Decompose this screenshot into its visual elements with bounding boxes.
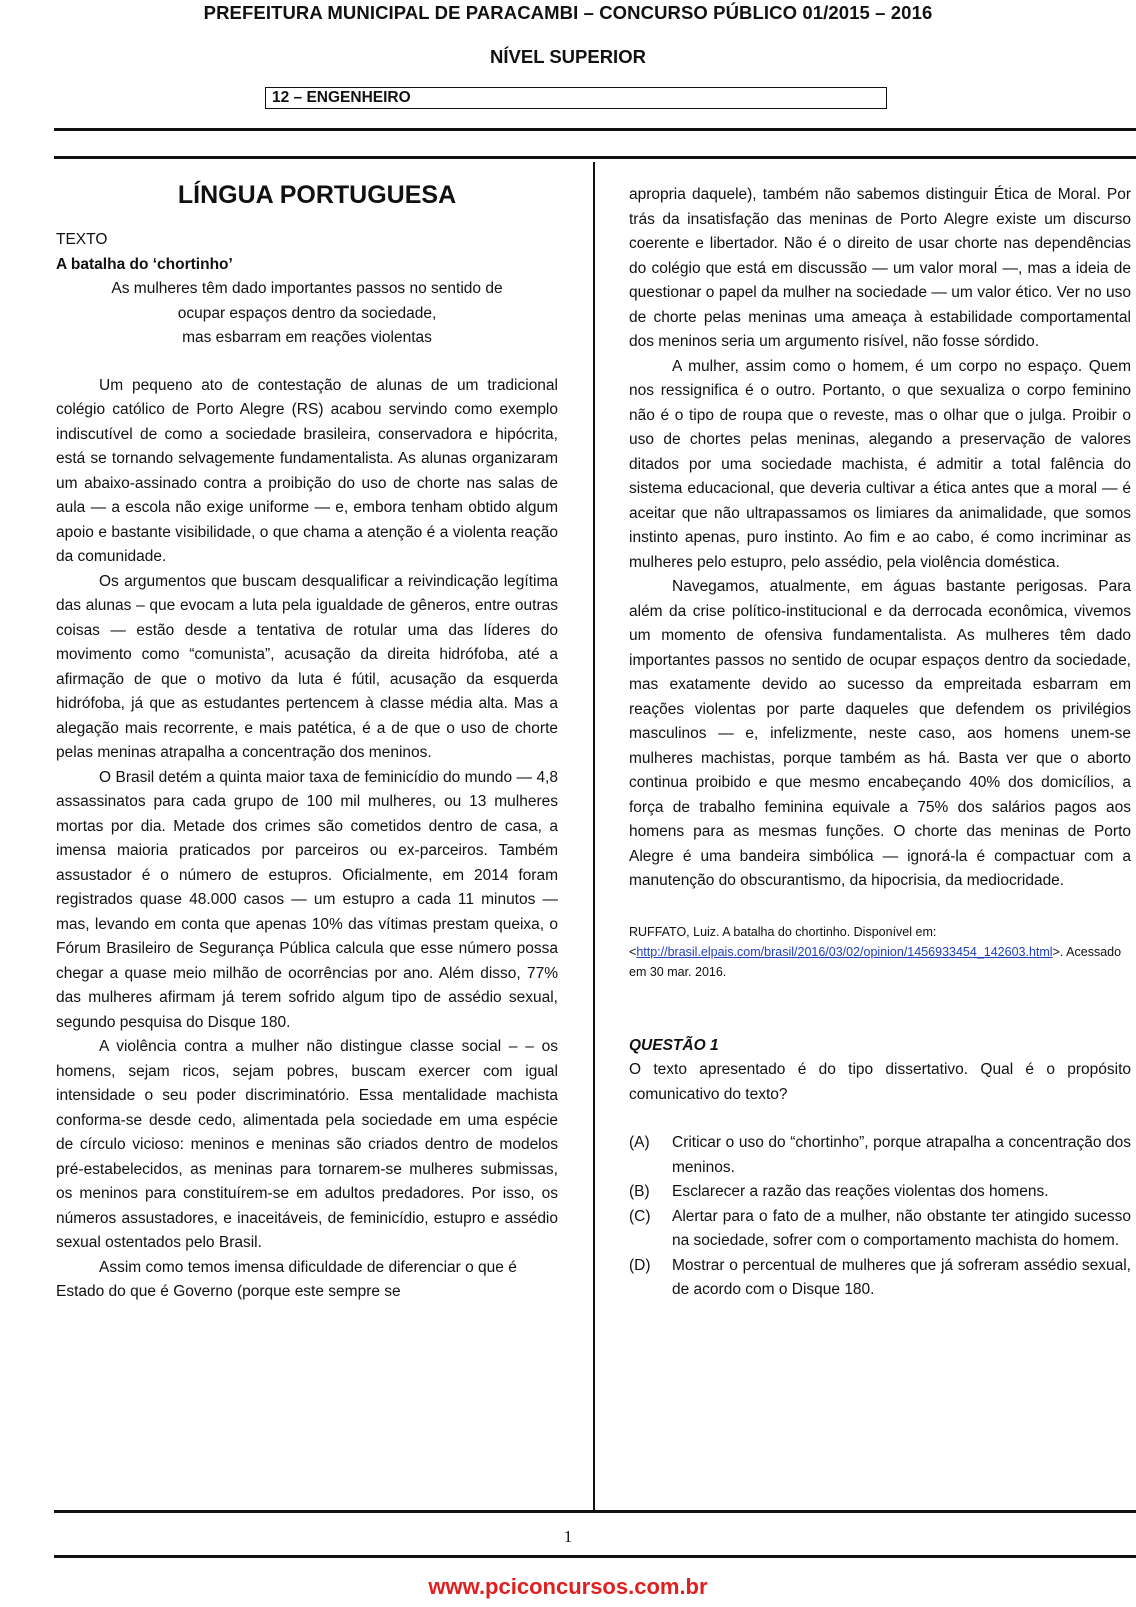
article-paragraph: Navegamos, atualmente, em águas bastante perigosas. Para além da crise político-institucional e da derrocada econômica, vivemos um momento de ofensiva fundamentalista. As mulheres têm dado importantes passos no sentido de ocupar espaços dentro da sociedade, mas exatamente devido ao sucesso da empreitada esbarram em reações violentas por parte daqueles que defendem os privilégios masculinos — e, infelizmente, neste caso, aos homens unem-se mulheres machistas, porque também as há. Basta ver que o aborto continua proibido e que mesmo encabeçando 40% dos domicílios, a força de trabalho feminina equivale a 75% dos salários pagos aos homens para as mesmas funções. O chorte das meninas de Porto Alegre é uma bandeira simbólica — ignorá-la é compactuar com a manutenção do obscurantismo, da hipocrisia, da mediocridade. xyxy=(629,578,1131,889)
subtitle-line: ocupar espaços dentro da sociedade, xyxy=(177,304,437,322)
job-title-box: 12 – ENGENHEIRO xyxy=(265,87,887,109)
section-title: LÍNGUA PORTUGUESA xyxy=(177,181,457,209)
option-text: Alertar para o fato de a mulher, não obstante ter atingido sucesso na sociedade, sofrer com o comportamento machista do homem. xyxy=(672,1207,1131,1249)
article-source xyxy=(629,922,1131,982)
answer-option-c[interactable] xyxy=(629,1205,1131,1254)
answer-options xyxy=(629,1131,1131,1303)
article-paragraph: Assim como temos imensa dificuldade de diferenciar o que é Estado do que é Governo (porque este sempre se xyxy=(56,1258,517,1300)
source-link[interactable]: http://brasil.elpais.com/brasil/2016/03/02/opinion/1456933454_142603.html xyxy=(636,944,1053,959)
exam-level: NÍVEL SUPERIOR xyxy=(490,46,646,67)
option-letter: (D) xyxy=(629,1256,651,1274)
option-text: Esclarecer a razão das reações violentas dos homens. xyxy=(672,1183,1049,1200)
left-column xyxy=(56,180,558,1305)
header-rule-top xyxy=(54,128,1136,131)
question-stem: O texto apresentado é do tipo dissertativo. Qual é o propósito comunicativo do texto? xyxy=(629,1061,1131,1103)
article-paragraph: A violência contra a mulher não distingue classe social – – os homens, sejam ricos, sejam pobres, buscam exercer com igual intensidade o seu poder discriminatório. Essa mentalidade machista conforma-se desde cedo, alimentada pela sociedade em uma espécie de círculo vicioso: meninos e meninas são criados dentro de modelos pré-estabelecidos, as meninas para tornarem-se mulheres submissas, os meninos para constituírem-se em adultos predadores. Por isso, os números assustadores, e inaceitáveis, de feminicídio, estupro e assédio sexual ostentados pelo Brasil. xyxy=(56,1038,558,1251)
answer-option-d[interactable] xyxy=(629,1254,1131,1303)
footer-rule-top xyxy=(54,1510,1136,1513)
header-rule-bottom xyxy=(54,156,1136,159)
source-link-line xyxy=(629,942,1131,982)
subtitle-line: As mulheres têm dado importantes passos no sentido de xyxy=(111,280,503,297)
option-letter: (C) xyxy=(629,1207,651,1225)
article-paragraph: Os argumentos que buscam desqualificar a reivindicação legítima das alunas – que evocam a luta pela igualdade de gêneros, entre outras coisas — estão desde a tentativa de rotular uma das líderes do movimento como “comunista”, acusação da direita hidrófoba, até a afirmação de que o motivo da luta é fútil, acusação da esquerda hidrófoba, já que as estudantes pertencem à classe média alta. Mas a alegação mais recorrente, e mais patética, é a de que o uso de chorte pelas meninas atrapalha a concentração dos meninos. xyxy=(56,572,558,761)
article-paragraph: A mulher, assim como o homem, é um corpo no espaço. Quem nos ressignifica é o outro. Portanto, o que sexualiza o corpo feminino não é o tipo de roupa que o reveste, mas o olhar que o julga. Proibir o uso de chortes pelas meninas, alegando a preservação de valores ditados por uma sociedade machista, é admitir a total falência do sistema educacional, que deveria cultivar a ética antes que a moral — é aceitar que não ultrapassamos os limiares da animalidade, que somos instinto apenas, puro instinto. Ao fim e ao cabo, é como incriminar as mulheres pelo estupro, pelo assédio, pela violência doméstica. xyxy=(629,357,1131,571)
source-access-date: >. Acessado em 30 mar. 2016. xyxy=(629,944,1122,979)
option-text: Criticar o uso do “chortinho”, porque atrapalha a concentração dos meninos. xyxy=(672,1134,1131,1176)
article-paragraph: O Brasil detém a quinta maior taxa de feminicídio do mundo — 4,8 assassinatos para cada grupo de 100 mil mulheres, ou 13 mulheres mortas por dia. Metade dos crimes são cometidos dentro de casa, a imensa maioria praticados por parceiros ou ex-parceiros. Também assustador é o número de estupros. Oficialmente, em 2014 foram registrados quase 48.000 casos — um estupro a cada 11 minutos — mas, levando em conta que apenas 10% das vítimas prestam queixa, o Fórum Brasileiro de Segurança Pública calcula que esse número possa chegar a quase meio milhão de ocorrências por ano. Além disso, 77% das mulheres afirmam já terem sofrido algum tipo de assédio sexual, segundo pesquisa do Disque 180. xyxy=(56,768,558,1031)
article-subtitle xyxy=(56,277,558,351)
option-text: Mostrar o percentual de mulheres que já sofreram assédio sexual, de acordo com o Disque 180. xyxy=(672,1256,1131,1298)
site-url[interactable]: www.pciconcursos.com.br xyxy=(428,1574,708,1599)
right-column xyxy=(629,183,1131,1303)
option-letter: (A) xyxy=(629,1134,650,1151)
answer-option-a[interactable] xyxy=(629,1131,1131,1180)
answer-option-b[interactable] xyxy=(629,1180,1131,1205)
footer-rule-bottom xyxy=(54,1555,1136,1558)
article-title: A batalha do ‘chortinho’ xyxy=(56,255,233,273)
option-letter: (B) xyxy=(629,1183,650,1200)
texto-label: TEXTO xyxy=(56,231,108,248)
article-paragraph: Um pequeno ato de contestação de alunas de um tradicional colégio católico de Porto Alegre (RS) acabou servindo como exemplo indiscutível de como a sociedade brasileira, conservadora e hipócrita, está se tornando selvagemente fundamentalista. As alunas organizaram um abaixo-assinado contra a proibição do uso de chorte nas salas de aula — a escola não exige uniforme — e, embora tenham obtido algum apoio e bastante visibilidade, o que chama a atenção é a violenta reação da comunidade. xyxy=(56,376,558,565)
source-lt: < xyxy=(629,944,637,959)
article-paragraph: apropria daquele), também não sabemos distinguir Ética de Moral. Por trás da insatisfação das meninas de Porto Alegre existe um discurso coerente e libertador. Não é o direito de usar chorte nas dependências do colégio que está em discussão — um valor moral —, mas a ideia de questionar o papel da mulher na sociedade — um valor ético. Ver no uso de chorte pelas meninas uma ameaça à estabilidade comportamental dos meninos seria um argumento risível, não fosse sórdido. xyxy=(629,186,1131,350)
page-number: 1 xyxy=(563,1527,573,1546)
exam-header-title: PREFEITURA MUNICIPAL DE PARACAMBI – CONCURSO PÚBLICO 01/2015 – 2016 xyxy=(203,2,933,23)
question-title: QUESTÃO 1 xyxy=(629,1036,719,1054)
column-divider xyxy=(593,162,595,1510)
source-citation: RUFFATO, Luiz. A batalha do chortinho. Disponível em: xyxy=(629,924,937,939)
subtitle-line: mas esbarram em reações violentas xyxy=(182,329,432,346)
